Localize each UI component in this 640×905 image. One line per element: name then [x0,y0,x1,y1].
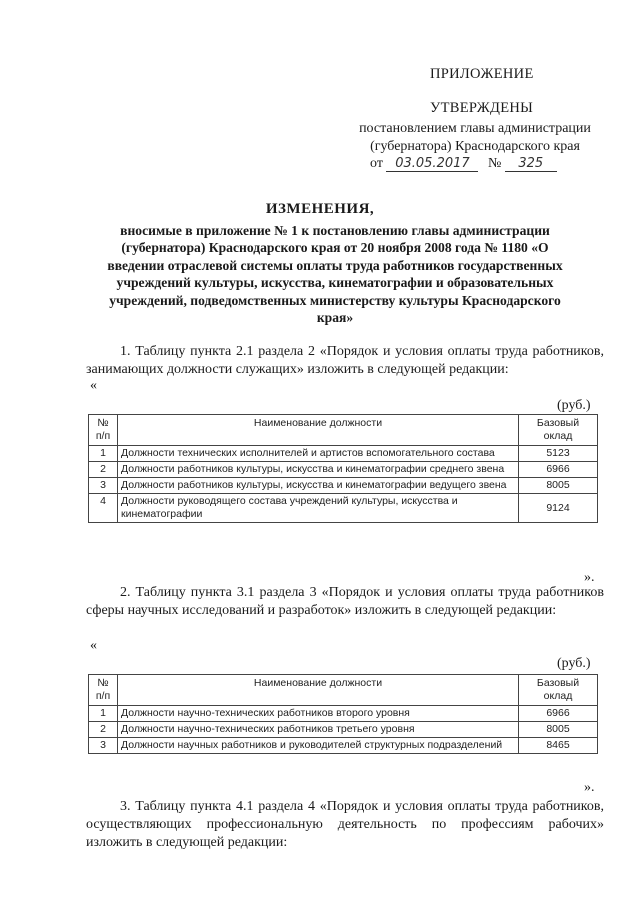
section-2-open-quote: « [90,638,97,653]
section-2-table [88,674,598,754]
section-2-text: 2. Таблицу пункта 3.1 раздела 3 «Порядок и условия оплаты труда работников сферы научных исследований и разработок» изложить в следующей редакции: [86,585,604,618]
row-number: 2 [89,722,118,738]
row-salary: 6966 [519,462,598,478]
section-2-close-quote: ». [584,780,595,795]
section-1-text: 1. Таблицу пункта 2.1 раздела 2 «Порядок и условия оплаты труда работников, занимающих должности служащих» изложить в следующей редакции: [86,344,604,377]
section-1-unit: (руб.) [557,398,591,413]
decree-line-2: (губернатора) Краснодарского края [370,139,580,154]
section-1-open-quote: « [90,378,97,393]
table-row [89,494,598,523]
row-position: Должности руководящего состава учреждений культуры, искусства и кинематографии [118,494,519,523]
row-number: 3 [89,738,118,754]
row-salary: 6966 [519,706,598,722]
row-position: Должности научных работников и руководителей структурных подразделений [118,738,519,754]
handwritten-number: 325 [505,156,557,172]
table-header-row [89,415,598,446]
table-row [89,446,598,462]
row-position: Должности работников культуры, искусства и кинематографии ведущего звена [118,478,519,494]
row-salary: 8465 [519,738,598,754]
row-number: 3 [89,478,118,494]
row-position: Должности технических исполнителей и артистов вспомогательного состава [118,446,519,462]
section-3-text: 3. Таблицу пункта 4.1 раздела 4 «Порядок и условия оплаты труда работников, осуществляющих профессиональную деятельность по профессиям рабочих» изложить в следующей редакции: [86,799,604,850]
table-row [89,738,598,754]
table-row [89,478,598,494]
row-salary: 8005 [519,722,598,738]
decree-block [340,120,610,156]
section-1-table [88,414,598,523]
row-salary: 8005 [519,478,598,494]
row-salary: 9124 [519,494,598,523]
row-position: Должности работников культуры, искусства и кинематографии среднего звена [118,462,519,478]
document-subtitle: вносимые в приложение № 1 к постановлению главы администрации (губернатора) Краснодарского края от 20 ноября 2008 года № 1180 «О введении отраслевой системы оплаты труда работников государственных учреждений культуры, искусства, кинематографии и образовательных учреждений, подведомственных министерству культуры Краснодарского края» [107,223,563,326]
row-salary: 5123 [519,446,598,462]
col-position-header: Наименование должности [118,415,519,446]
col-number-header: № п/п [89,415,118,446]
decree-line-1: постановлением главы администрации [359,121,591,136]
section-2-unit: (руб.) [557,656,591,671]
appendix-label: ПРИЛОЖЕНИЕ [430,66,534,82]
table-row [89,706,598,722]
row-number: 4 [89,494,118,523]
row-number: 2 [89,462,118,478]
row-number: 1 [89,446,118,462]
section-1-close-quote: ». [584,570,595,585]
col-salary-header: Базовый оклад [519,415,598,446]
table-header-row [89,675,598,706]
row-position: Должности научно-технических работников второго уровня [118,706,519,722]
col-position-header: Наименование должности [118,675,519,706]
handwritten-date: 03.05.2017 [386,156,478,172]
row-position: Должности научно-технических работников третьего уровня [118,722,519,738]
date-line [370,156,557,172]
document-title: ИЗМЕНЕНИЯ, [265,201,375,217]
date-prefix: от [370,156,383,171]
col-number-header: № п/п [89,675,118,706]
row-number: 1 [89,706,118,722]
table-row [89,722,598,738]
approved-label: УТВЕРЖДЕНЫ [430,100,534,116]
number-sign: № [487,156,502,171]
col-salary-header: Базовый оклад [519,675,598,706]
table-row [89,462,598,478]
